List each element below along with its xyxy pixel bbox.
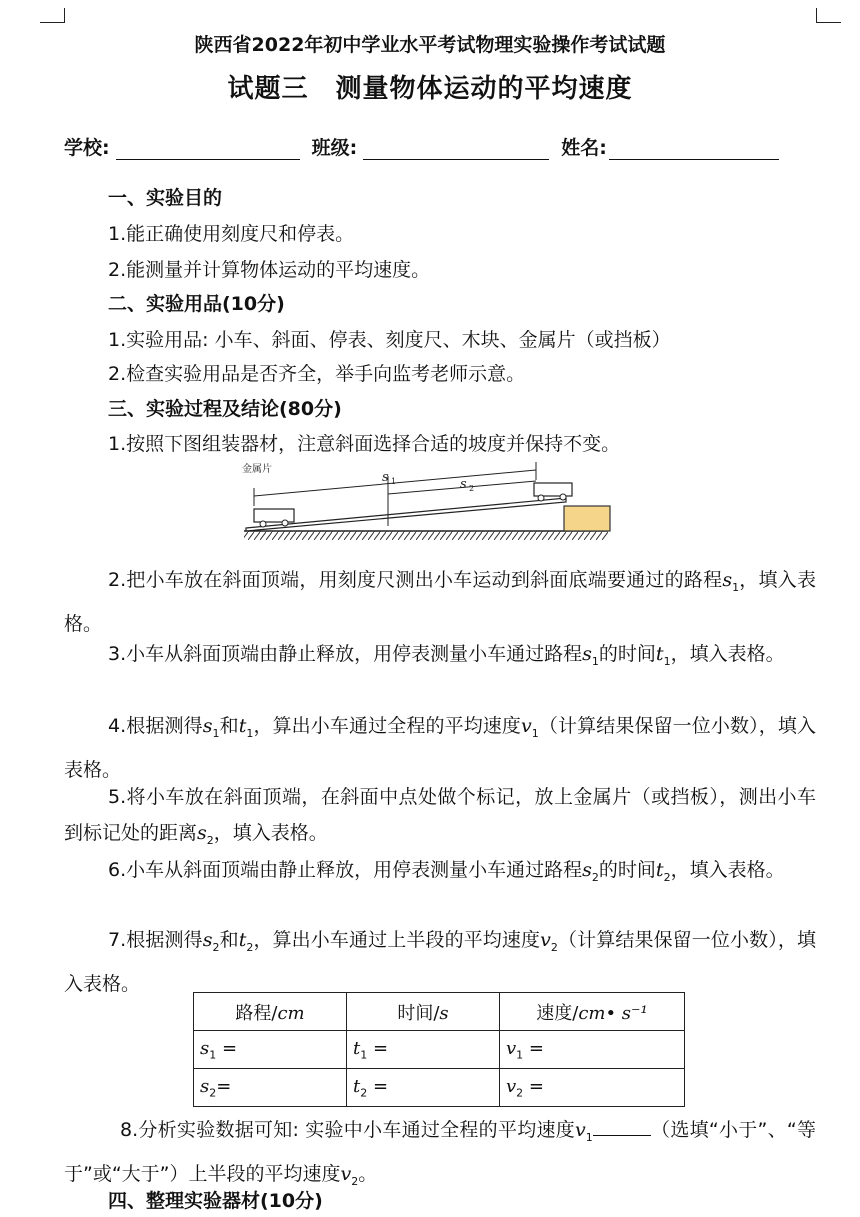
table-header-time: 时间/s xyxy=(347,993,500,1031)
table-cell-s2[interactable]: $s_2=$ xyxy=(194,1069,347,1107)
section-materials-heading: 二、实验用品(10分) xyxy=(108,293,285,315)
ground-hatching xyxy=(244,531,608,540)
answer-blank[interactable] xyxy=(593,1117,651,1136)
crop-mark-left xyxy=(40,8,65,23)
table-row xyxy=(194,1031,685,1069)
class-label: 班级: xyxy=(311,137,358,159)
crop-mark-right xyxy=(816,8,841,23)
cart-bottom-wheel-1 xyxy=(260,521,266,527)
table-row xyxy=(194,1069,685,1107)
process-step-1: 1.按照下图组装器材，注意斜面选择合适的坡度并保持不变。 xyxy=(108,433,621,455)
table-cell-s1[interactable]: $s_1$ = xyxy=(194,1031,347,1069)
process-step-6: 6.小车从斜面顶端由静止释放，用停表测量小车通过路程$s_2$的时间$t_2$，填入表格。 xyxy=(108,859,785,884)
materials-item-2: 2.检查实验用品是否齐全，举手向监考老师示意。 xyxy=(108,363,526,385)
cart-bottom xyxy=(254,509,294,522)
s1-label-sub: 1 xyxy=(391,477,397,486)
table-cell-t1[interactable]: $t_1$ = xyxy=(347,1031,500,1069)
data-table xyxy=(193,992,685,1107)
table-cell-t2[interactable]: $t_2$ = xyxy=(347,1069,500,1107)
purpose-item-1: 1.能正确使用刻度尺和停表。 xyxy=(108,223,355,245)
cart-top-wheel-1 xyxy=(538,495,544,501)
table-header-distance: 路程/cm xyxy=(194,993,347,1031)
section-purpose-heading: 一、实验目的 xyxy=(108,187,223,209)
class-blank[interactable] xyxy=(363,141,549,160)
school-label: 学校: xyxy=(64,137,110,159)
student-info-row xyxy=(64,133,791,160)
exam-title: 陕西省2022年初中学业水平考试物理实验操作考试试题 xyxy=(194,34,666,56)
table-header-row xyxy=(194,993,685,1031)
process-step-2: 2.把小车放在斜面顶端，用刻度尺测出小车运动到斜面底端要通过的路程$s_1$，填入表格。 xyxy=(64,569,816,635)
s2-label: s xyxy=(460,477,467,492)
table-header-speed: 速度/cm• s⁻¹ xyxy=(500,993,685,1031)
s2-label-sub: 2 xyxy=(469,484,475,493)
materials-item-1: 1.实验用品: 小车、斜面、停表、刻度尺、木块、金属片（或挡板） xyxy=(108,329,671,351)
metal-label: 金属片 xyxy=(242,464,272,475)
purpose-item-2: 2.能测量并计算物体运动的平均速度。 xyxy=(108,259,431,281)
school-blank[interactable] xyxy=(116,141,300,160)
process-step-5: 5.将小车放在斜面顶端，在斜面中点处做个标记，放上金属片（或挡板），测出小车到标记处的距离$s_2$，填入表格。 xyxy=(64,786,816,847)
table-cell-v2[interactable]: $v_2$ = xyxy=(500,1069,685,1107)
section-process-heading: 三、实验过程及结论(80分) xyxy=(108,398,342,420)
name-label: 姓名: xyxy=(561,137,607,159)
name-blank[interactable] xyxy=(609,141,779,160)
cart-bottom-wheel-2 xyxy=(282,520,288,526)
s1-label: s xyxy=(382,470,389,485)
cart-top xyxy=(534,483,572,496)
process-step-7: 7.根据测得$s_2$和$t_2$，算出小车通过上半段的平均速度$v_2$（计算结果保留一位小数），填入表格。 xyxy=(64,929,816,995)
section-cleanup-heading: 四、整理实验器材(10分) xyxy=(108,1190,323,1212)
wood-block xyxy=(564,506,610,531)
incline-diagram xyxy=(236,460,620,546)
cart-top-wheel-2 xyxy=(560,494,566,500)
exam-subtitle: 试题三 测量物体运动的平均速度 xyxy=(227,74,633,104)
table-cell-v1[interactable]: $v_1$ = xyxy=(500,1031,685,1069)
process-step-4: 4.根据测得$s_1$和$t_1$，算出小车通过全程的平均速度$v_1$（计算结果保留一位小数），填入表格。 xyxy=(64,715,816,781)
process-step-8: 8.分析实验数据可知: 实验中小车通过全程的平均速度$v_1$ （选填“小于”、“等于”或“大于”）上半段的平均速度$v_2$。 xyxy=(64,1119,817,1188)
process-step-3: 3.小车从斜面顶端由静止释放，用停表测量小车通过路程$s_1$的时间$t_1$，填入表格。 xyxy=(108,643,785,668)
